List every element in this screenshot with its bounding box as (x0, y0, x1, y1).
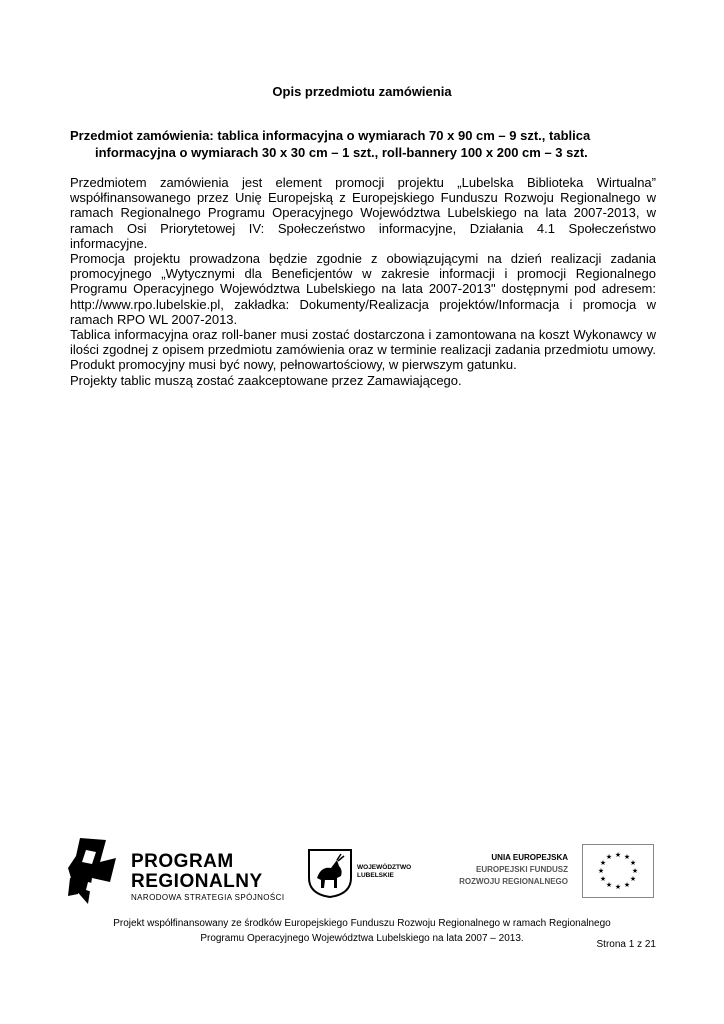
paragraph-3: Tablica informacyjna oraz roll-baner musi zostać dostarczona i zamontowana na koszt Wykonawcy w ilości zgodnej z opisem przedmiotu zamówienia oraz w terminie realizacji zadania przedmiotu umowy. Produkt promocyjny musi być nowy, pełnowartościowy, w pierwszym gatunku. (70, 327, 656, 373)
program-subtitle: NARODOWA STRATEGIA SPÓJNOŚCI (131, 893, 285, 902)
cofinancing-note (60, 916, 664, 946)
eu-line-2: EUROPEJSKI FUNDUSZ (475, 865, 568, 874)
page-title: Opis przedmiotu zamówienia (272, 84, 452, 99)
paragraph-4: Projekty tablic muszą zostać zaakceptowane przez Zamawiającego. (70, 372, 462, 388)
svg-text:★: ★ (605, 881, 613, 889)
svg-text:★: ★ (597, 867, 605, 875)
lubelskie-goat-shield-icon (307, 848, 353, 898)
footer-logos (0, 838, 724, 908)
eu-line-1: UNIA EUROPEJSKA (491, 853, 568, 862)
svg-text:★: ★ (599, 875, 607, 883)
order-subject (70, 127, 656, 161)
svg-text:★: ★ (614, 851, 622, 859)
eu-stars-icon (583, 845, 653, 897)
eu-line-3: ROZWOJU REGIONALNEGO (459, 877, 568, 886)
page-number: Strona 1 z 21 (596, 939, 656, 950)
subject-line-1: Przedmiot zamówienia: tablica informacyjna o wymiarach 70 x 90 cm – 9 szt., tablica (70, 128, 591, 143)
cofinancing-note-line-2: Programu Operacyjnego Województwa Lubelskiego na lata 2007 – 2013. (200, 933, 524, 944)
cofinancing-note-line-1: Projekt współfinansowany ze środków Europejskiego Funduszu Rozwoju Regionalnego w ramach Regionalnego (113, 918, 611, 929)
lubelskie-wordmark (357, 864, 411, 880)
program-regionalny-logo (66, 838, 296, 908)
subject-line-2: informacyjna o wymiarach 30 x 30 cm – 1 szt., roll-bannery 100 x 200 cm – 3 szt. (95, 145, 588, 160)
program-regionalny-wordmark (131, 852, 263, 892)
description-body (70, 175, 656, 388)
lubelskie-line-2: LUBELSKIE (357, 872, 394, 879)
program-line: PROGRAM (131, 851, 234, 872)
eu-logo (438, 844, 654, 900)
svg-text:★: ★ (614, 883, 622, 891)
svg-text:★: ★ (629, 875, 637, 883)
paragraph-2: Promocja projektu prowadzona będzie zgodnie z obowiązującymi na dzień realizacji zadania promocyjnego „Wytycznymi dla Beneficjentów w zakresie informacji i promocji Regionalnego Programu Operacyjnego Województwa Lubelskiego na lata 2007-2013" dostępnymi pod adresem: http://www.rpo.lubelskie.pl, zakładka: Dokumenty/Realizacja projektów/Informacja i promocja w ramach RPO WL 2007-2013. (70, 251, 656, 327)
eu-wordmark (438, 852, 568, 888)
wojewodztwo-lubelskie-logo (307, 848, 427, 898)
regionalny-line: REGIONALNY (131, 871, 263, 892)
program-regionalny-emblem-icon (66, 838, 128, 908)
svg-text:★: ★ (599, 859, 607, 867)
paragraph-1: Przedmiotem zamówienia jest element promocji projektu „Lubelska Biblioteka Wirtualna” współfinansowanego przez Unię Europejską z Europejskiego Funduszu Rozwoju Regionalnego w ramach Regionalnego Programu Operacyjnego Województwa Lubelskiego na lata 2007-2013, w ramach Osi Priorytetowej IV: Społeczeństwo informacyjne, Działania 4.1 Społeczeństwo informacyjne. (70, 175, 656, 251)
svg-text:★: ★ (631, 867, 639, 875)
svg-text:★: ★ (623, 881, 631, 889)
svg-text:★: ★ (605, 853, 613, 861)
svg-text:★: ★ (623, 853, 631, 861)
eu-flag-icon (582, 844, 654, 898)
svg-text:★: ★ (629, 859, 637, 867)
lubelskie-line-1: WOJEWÓDZTWO (357, 864, 412, 871)
